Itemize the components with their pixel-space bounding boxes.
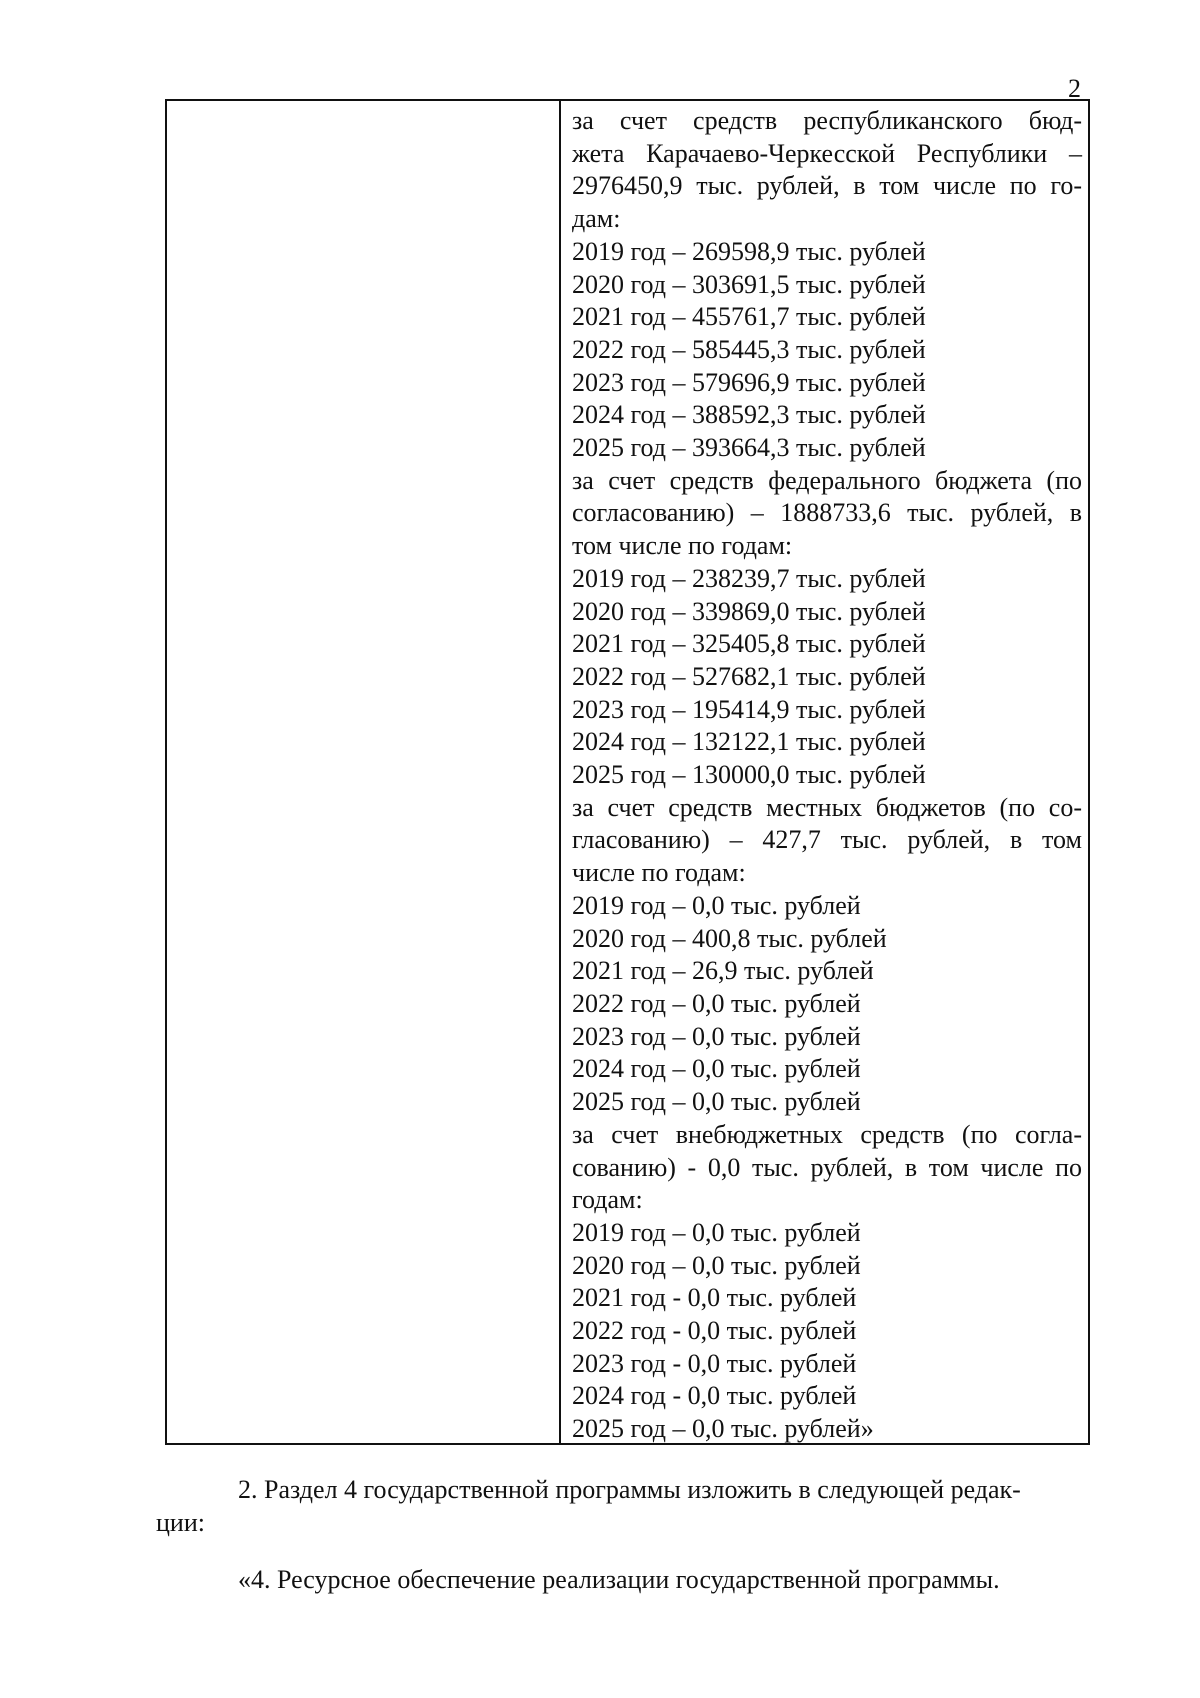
funding-line: 2023 год – 0,0 тыс. рублей (572, 1021, 861, 1051)
funding-line: 2023 год – 579696,9 тыс. рублей (572, 367, 926, 397)
funding-line: 2021 год – 455761,7 тыс. рублей (572, 302, 926, 332)
funding-details-cell (572, 105, 1082, 1446)
funding-line: годам: (572, 1185, 643, 1215)
funding-line: согласованию) – 1888733,6 тыс. рублей, в (572, 498, 1082, 528)
funding-line: за счет внебюджетных средств (по согла- (572, 1119, 1082, 1149)
funding-line: 2024 год – 0,0 тыс. рублей (572, 1054, 861, 1084)
funding-table (165, 99, 1090, 1445)
funding-line: 2020 год – 339869,0 тыс. рублей (572, 596, 926, 626)
funding-line: 2022 год – 0,0 тыс. рублей (572, 988, 861, 1018)
funding-line: 2021 год – 325405,8 тыс. рублей (572, 629, 926, 659)
funding-line: 2022 год – 585445,3 тыс. рублей (572, 334, 926, 364)
funding-line: за счет средств местных бюджетов (по со- (572, 792, 1082, 822)
funding-line: 2023 год – 195414,9 тыс. рублей (572, 694, 926, 724)
funding-line: 2024 год - 0,0 тыс. рублей (572, 1381, 857, 1411)
item-2-text-line-1: 2. Раздел 4 государственной программы изложить в следующей редак- (238, 1475, 1021, 1504)
funding-line: 2021 год - 0,0 тыс. рублей (572, 1283, 857, 1313)
funding-line: 2024 год – 388592,3 тыс. рублей (572, 400, 926, 430)
table-column-divider (559, 101, 561, 1443)
funding-line: числе по годам: (572, 858, 746, 888)
item-2-text-line-2: ции: (156, 1508, 205, 1537)
funding-line: 2025 год – 393664,3 тыс. рублей (572, 433, 926, 463)
funding-line: 2025 год – 0,0 тыс. рублей (572, 1087, 861, 1117)
funding-line: 2025 год – 130000,0 тыс. рублей (572, 760, 926, 790)
funding-line: 2019 год – 238239,7 тыс. рублей (572, 563, 926, 593)
funding-line: жета Карачаево-Черкесской Республики – (572, 138, 1082, 168)
funding-line: гласованию) – 427,7 тыс. рублей, в том (572, 825, 1082, 855)
funding-line: 2019 год – 0,0 тыс. рублей (572, 1217, 861, 1247)
section-4-heading: «4. Ресурсное обеспечение реализации государственной программы. (238, 1565, 1000, 1594)
funding-line: 2020 год – 400,8 тыс. рублей (572, 923, 887, 953)
funding-line: за счет средств федерального бюджета (по (572, 465, 1082, 495)
funding-line: дам: (572, 204, 621, 234)
funding-line: 2024 год – 132122,1 тыс. рублей (572, 727, 926, 757)
funding-line: 2021 год – 26,9 тыс. рублей (572, 956, 874, 986)
funding-line: сованию) - 0,0 тыс. рублей, в том числе по (572, 1152, 1082, 1182)
funding-line: 2023 год - 0,0 тыс. рублей (572, 1348, 857, 1378)
funding-line: 2019 год – 0,0 тыс. рублей (572, 890, 861, 920)
funding-line: том числе по годам: (572, 531, 793, 561)
funding-line: 2025 год – 0,0 тыс. рублей» (572, 1414, 874, 1444)
funding-line: 2020 год – 303691,5 тыс. рублей (572, 269, 926, 299)
page-number: 2 (1068, 74, 1081, 103)
funding-line: 2976450,9 тыс. рублей, в том числе по го- (572, 171, 1082, 201)
funding-line: 2022 год – 527682,1 тыс. рублей (572, 661, 926, 691)
funding-line: 2019 год – 269598,9 тыс. рублей (572, 236, 926, 266)
funding-line: 2020 год – 0,0 тыс. рублей (572, 1250, 861, 1280)
funding-line: за счет средств республиканского бюд- (572, 106, 1082, 135)
funding-line: 2022 год - 0,0 тыс. рублей (572, 1316, 857, 1346)
